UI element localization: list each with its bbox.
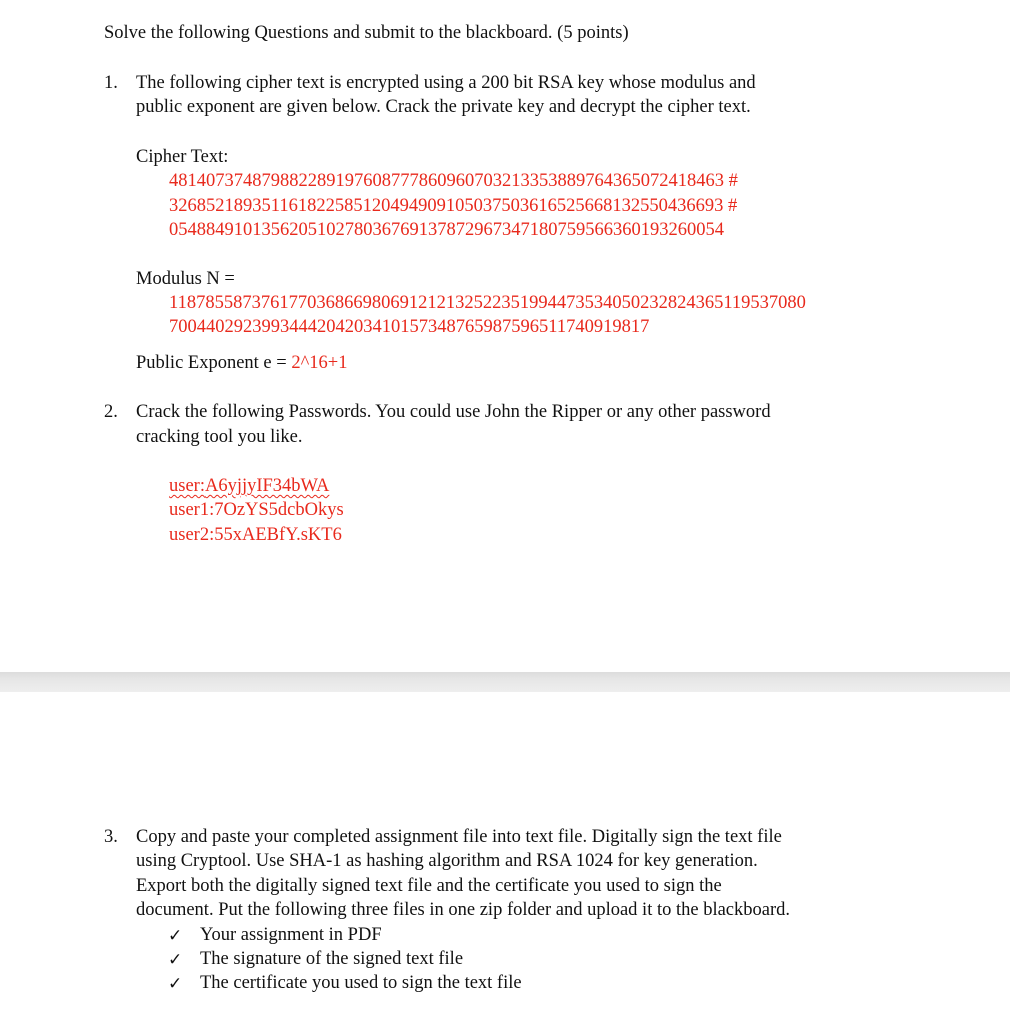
cipher-text-label: Cipher Text: bbox=[136, 147, 229, 167]
checklist-item-2: The signature of the signed text file bbox=[200, 949, 464, 969]
assignment-heading: Solve the following Questions and submit to the blackboard. (5 points) bbox=[104, 23, 629, 43]
password-entry-user bbox=[169, 474, 329, 498]
check-mark-icon: ✓ bbox=[168, 974, 183, 994]
page-2 bbox=[0, 692, 1010, 1024]
question-2-text-line-1: Crack the following Passwords. You could use John the Ripper or any other password bbox=[136, 402, 771, 422]
check-mark-icon: ✓ bbox=[168, 926, 183, 946]
modulus-line-2: 7004402923993444204203410157348765987596511740919817 bbox=[169, 317, 650, 337]
question-1-text-line-1: The following cipher text is encrypted using a 200 bit RSA key whose modulus and bbox=[136, 73, 756, 93]
question-3-number: 3. bbox=[104, 827, 118, 847]
cipher-text-line-3: 054884910135620510278036769137872967347180759566360193260054 bbox=[169, 220, 724, 240]
question-2-number: 2. bbox=[104, 402, 118, 422]
page-break-gap bbox=[0, 672, 1010, 692]
spellcheck-underlined-text: user: bbox=[169, 476, 205, 496]
public-exponent-label: Public Exponent e = bbox=[136, 353, 292, 373]
question-2-text-line-2: cracking tool you like. bbox=[136, 427, 303, 447]
cipher-text-line-2: 326852189351161822585120494909105037503616525668132550436693 # bbox=[169, 196, 738, 216]
password-entry-user2: user2:55xAEBfY.sKT6 bbox=[169, 525, 342, 545]
check-mark-icon: ✓ bbox=[168, 950, 183, 970]
question-3-text-line-3: Export both the digitally signed text file and the certificate you used to sign the bbox=[136, 876, 722, 896]
question-3-text-line-1: Copy and paste your completed assignment file into text file. Digitally sign the text file bbox=[136, 827, 782, 847]
public-exponent-value: 2^16+1 bbox=[291, 353, 348, 373]
checklist-item-3: The certificate you used to sign the text file bbox=[200, 973, 522, 993]
modulus-label: Modulus N = bbox=[136, 269, 235, 289]
modulus-line-1: 118785587376177036866980691212132522351994473534050232824365119537080 bbox=[169, 293, 806, 313]
question-1-number: 1. bbox=[104, 73, 118, 93]
question-3-text-line-4: document. Put the following three files in one zip folder and upload it to the blackboard. bbox=[136, 900, 791, 920]
password-hash-user: A6yjjyIF34bWA bbox=[204, 476, 330, 496]
password-entry-user1: user1:7OzYS5dcbOkys bbox=[169, 500, 344, 520]
question-3-text-line-2: using Cryptool. Use SHA-1 as hashing algorithm and RSA 1024 for key generation. bbox=[136, 851, 758, 871]
cipher-text-line-1: 481407374879882289197608777860960703213353889764365072418463 # bbox=[169, 171, 738, 191]
public-exponent-line bbox=[136, 351, 347, 375]
question-1-text-line-2: public exponent are given below. Crack the private key and decrypt the cipher text. bbox=[136, 97, 751, 117]
checklist-item-1: Your assignment in PDF bbox=[200, 925, 382, 945]
